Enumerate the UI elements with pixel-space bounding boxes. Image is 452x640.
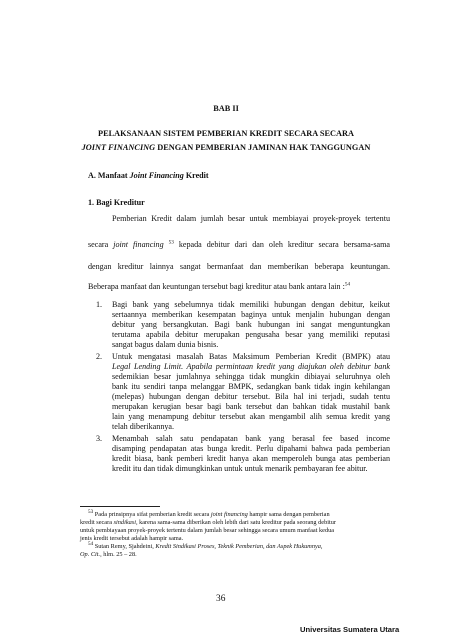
list-line: debitur yang bersangkutan. Bagi bank hubungan ini sangat menguntungkan xyxy=(112,320,390,329)
list-line: sangat bagus dalam dunia bisnis. xyxy=(112,340,219,349)
list-line: Menambah salah satu pendapatan bank yang berasal fee based income xyxy=(112,434,390,443)
list-line: merupakan kerugian besar bagi bank tersebut dan bahkan tidak mustahil bank xyxy=(112,402,390,411)
list-line: Legal Lending Limit. Apabila permintaan kredit yang diajukan oleh debitur bank xyxy=(112,362,390,371)
chapter-title-line-1: PELAKSANAAN SISTEM PEMBERIAN KREDIT SECARA SECARA xyxy=(98,129,354,138)
subsection-heading: 1. Bagi Kreditur xyxy=(88,198,145,207)
list-number: 1. xyxy=(96,300,103,309)
chapter-heading: BAB II xyxy=(213,104,239,113)
fn-text: , karena sama-sama diberikan oleh lebih dari satu kreditur pada seorang debitur xyxy=(135,519,336,526)
fn-text: kredit secara xyxy=(80,519,112,526)
list-line: telah diberikannya. xyxy=(112,422,175,431)
footnote-54-line-1 xyxy=(88,540,323,551)
section-a-heading xyxy=(88,171,209,181)
footnote-54-line-2 xyxy=(80,551,137,559)
fn-text: , hlm. 25 – 28. xyxy=(100,551,137,558)
paragraph-line-1: Pemberian Kredit dalam jumlah besar untuk membiayai proyek-proyek tertentu xyxy=(112,214,390,223)
paragraph-line-3: dengan kreditur lainnya sangat bermanfaat dan memberikan beberapa keuntungan. xyxy=(88,262,390,271)
section-a-suffix: Kredit xyxy=(185,171,209,180)
list-number: 3. xyxy=(96,434,103,443)
list-line: lain yang menampung debitur tersebut akan mengambil alih semua kredit yang xyxy=(112,412,390,421)
para-line2-italic: joint financing xyxy=(113,240,164,249)
list-line: (melepas) hubungan dengan debitur tersebut. Bila hal ini terjadi, sudah tentu xyxy=(112,392,390,401)
page-number: 36 xyxy=(216,594,226,604)
list-line: Untuk mengatasi masalah Batas Maksimum Pemberian Kredit (BMPK) atau xyxy=(112,352,390,361)
para-line2-pre: secara xyxy=(88,240,109,249)
section-a-prefix: A. Manfaat xyxy=(88,171,128,180)
fn-italic: Op. Cit. xyxy=(80,551,101,558)
footnote-number: 53 xyxy=(88,508,94,515)
footnote-ref-54: 54 xyxy=(344,281,351,288)
footnote-53-line-1 xyxy=(88,508,390,519)
fn-text: hampir sama dengan pemberian xyxy=(249,511,330,518)
paragraph-line-2 xyxy=(88,240,390,250)
footnote-53-line-4: jenis kredit tersebut adalah hampir sama. xyxy=(80,535,184,542)
list-line: disamping pendapatan atas bunga kredit. Perlu dipahami bahwa pada pemberian xyxy=(112,444,390,453)
para-line4-text: Beberapa manfaat dan keuntungan tersebut bagi kreditur atau bank antara lain : xyxy=(88,282,345,291)
title-italic-term: JOINT FINANCING xyxy=(81,143,156,152)
fn-text: Sutan Remy, Sjahdeini, xyxy=(94,543,154,550)
paragraph-line-4 xyxy=(88,282,350,292)
list-line: Bagi bank yang sebelumnya tidak memiliki hubungan dengan debitur, keikut xyxy=(112,300,390,309)
section-a-italic: Joint Financing xyxy=(129,171,184,180)
chapter-title-line-2 xyxy=(0,143,452,152)
para-line2-post: kepada debitur dari dan oleh kreditur secara bersama-sama xyxy=(178,240,390,249)
fn-italic: sindikasi xyxy=(113,519,136,526)
university-watermark: Universitas Sumatera Utara xyxy=(300,625,400,634)
footnote-separator xyxy=(80,506,160,507)
list-line: sedemikian besar jumlahnya sehingga tidak mungkin dibiayai seluruhnya oleh xyxy=(112,372,390,381)
title-line-2-rest: DENGAN PEMBERIAN JAMINAN HAK TANGGUNGAN xyxy=(157,143,371,152)
fn-text: , xyxy=(320,543,323,550)
list-line: sertaannya memberikan kesempatan baginya untuk menjalin hubungan dengan xyxy=(112,310,390,319)
footnote-number: 54 xyxy=(88,540,94,547)
footnote-53-line-3: untuk pembiayaan proyek-proyek tertentu dalam jumlah besar sehingga secara umum manfaat kedua xyxy=(80,527,335,534)
list-line: bank itu sendiri tanpa melanggar BMPK, sedangkan bank tidak ingin kehilangan xyxy=(112,382,390,391)
fn-italic: Kredit Sindikasi Proses, Teknik Pemberian, dan Aspek Hukumnya xyxy=(155,543,321,550)
list-number: 2. xyxy=(96,352,103,361)
footnote-53-line-2 xyxy=(80,519,336,527)
fn-italic: joint financing xyxy=(210,511,248,518)
list-line: kredit biasa, bank pemberi kredit hanya akan memperoleh bunga atas pemberian xyxy=(112,454,390,463)
fn-text: Pada prinsipnya sifat pemberian kredit secara xyxy=(94,511,210,518)
list-line: kredit itu dan tidak dimungkinkan untuk untuk menarik pembayaran fee abitur. xyxy=(112,464,368,473)
footnote-ref-53: 53 xyxy=(168,239,174,246)
list-line: terutama apabila debitur merupakan pengusaha besar yang memiliki reputasi xyxy=(112,330,390,339)
